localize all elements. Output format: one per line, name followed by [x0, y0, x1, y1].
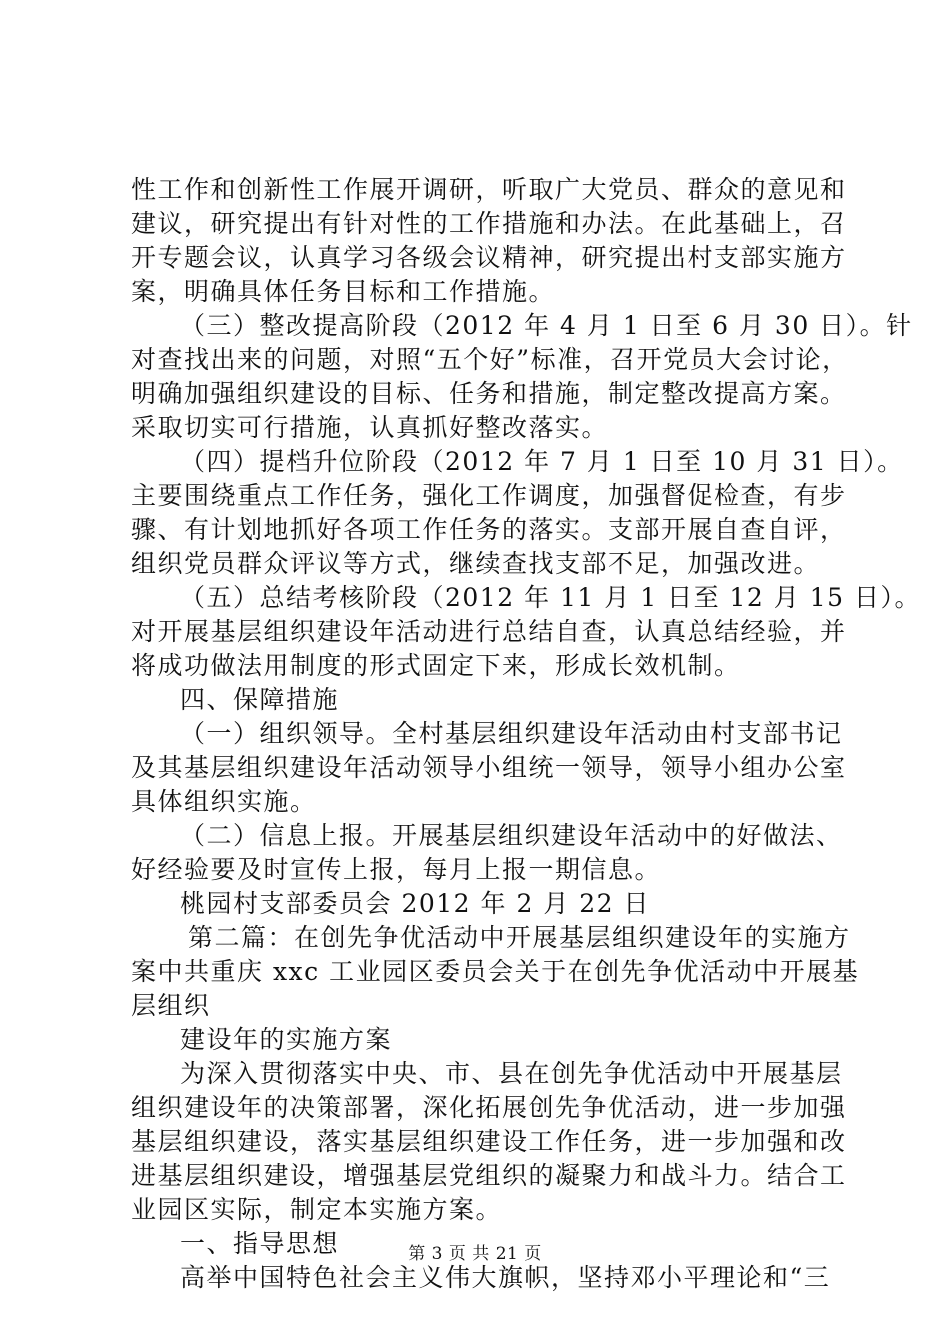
page-footer: 第 3 页 共 21 页: [408, 1244, 542, 1264]
text-line: 建议，研究提出有针对性的工作措施和办法。在此基础上，召: [131, 209, 847, 238]
text-line: 业园区实际，制定本实施方案。: [131, 1195, 503, 1224]
text-line: 建设年的实施方案: [180, 1025, 393, 1054]
signature-line: 桃园村支部委员会 2012 年 2 月 22 日: [180, 889, 651, 918]
text-line: 采取切实可行措施，认真抓好整改落实。: [131, 413, 609, 442]
text-line: 及其基层组织建设年活动领导小组统一领导，领导小组办公室: [131, 753, 847, 782]
text-line: 好经验要及时宣传上报，每月上报一期信息。: [131, 855, 662, 884]
text-line: 案，明确具体任务目标和工作措施。: [131, 277, 556, 306]
text-line: 组织建设年的决策部署，深化拓展创先争优活动，进一步加强: [131, 1093, 847, 1122]
text-line: 为深入贯彻落实中央、市、县在创先争优活动中开展基层: [180, 1059, 843, 1088]
text-line: 组织党员群众评议等方式，继续查找支部不足，加强改进。: [131, 549, 821, 578]
text-line: （三）整改提高阶段（2012 年 4 月 1 日至 6 月 30 日）。针: [180, 311, 913, 340]
section-heading: 一、指导思想: [180, 1229, 340, 1258]
text-line: 骤、有计划地抓好各项工作任务的落实。支部开展自查自评，: [131, 515, 847, 544]
text-line: 明确加强组织建设的目标、任务和措施，制定整改提高方案。: [131, 379, 847, 408]
text-line: 进基层组织建设，增强基层党组织的凝聚力和战斗力。结合工: [131, 1161, 847, 1190]
text-line: 主要围绕重点工作任务，强化工作调度，加强督促检查，有步: [131, 481, 847, 510]
text-line: （二）信息上报。开展基层组织建设年活动中的好做法、: [180, 821, 843, 850]
text-line: 基层组织建设，落实基层组织建设工作任务，进一步加强和改: [131, 1127, 847, 1156]
text-line: （一）组织领导。全村基层组织建设年活动由村支部书记: [180, 719, 843, 748]
text-line: 层组织: [131, 991, 211, 1020]
text-line: 将成功做法用制度的形式固定下来，形成长效机制。: [131, 651, 741, 680]
chapter-title: 第二篇：在创先争优活动中开展基层组织建设年的实施方: [188, 923, 851, 952]
section-heading: 四、保障措施: [180, 685, 340, 714]
text-line: 对开展基层组织建设年活动进行总结自查，认真总结经验，并: [131, 617, 847, 646]
text-line: 高举中国特色社会主义伟大旗帜，坚持邓小平理论和“三: [180, 1263, 831, 1292]
text-line: 性工作和创新性工作展开调研，听取广大党员、群众的意见和: [131, 175, 847, 204]
text-line: 对查找出来的问题，对照“五个好”标准，召开党员大会讨论，: [131, 345, 849, 374]
text-line: 案中共重庆 xxc 工业园区委员会关于在创先争优活动中开展基: [131, 957, 860, 986]
text-line: 具体组织实施。: [131, 787, 317, 816]
text-line: （五）总结考核阶段（2012 年 11 月 1 日至 12 月 15 日）。: [180, 583, 921, 612]
text-line: 开专题会议，认真学习各级会议精神，研究提出村支部实施方: [131, 243, 847, 272]
text-line: （四）提档升位阶段（2012 年 7 月 1 日至 10 月 31 日）。: [180, 447, 904, 476]
